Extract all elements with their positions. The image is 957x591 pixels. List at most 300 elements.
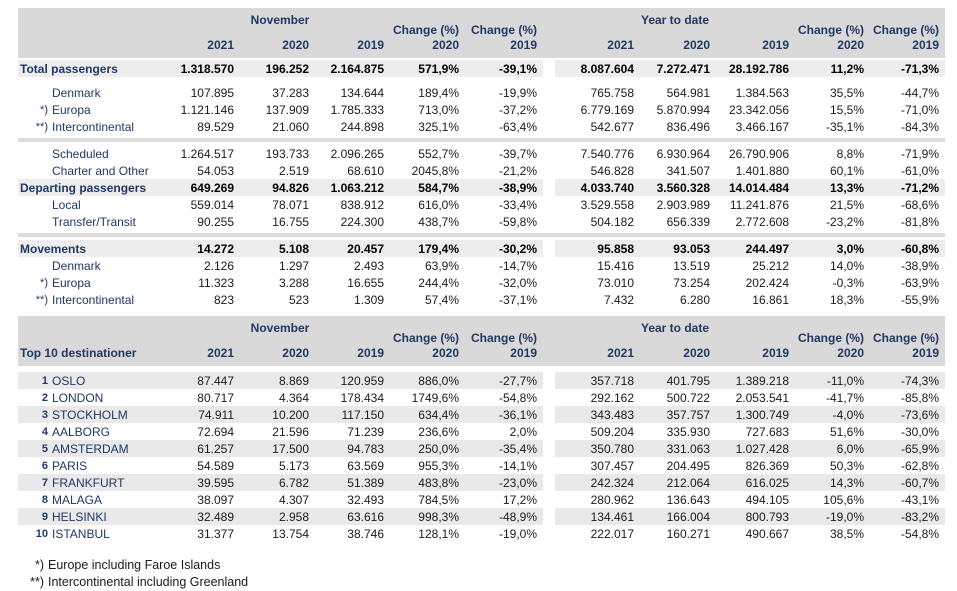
- destination-rank: 5: [41, 442, 48, 455]
- traffic-value-cell: -30,2%: [498, 241, 537, 256]
- traffic-value-cell: 25.212: [752, 258, 789, 273]
- destination-value-cell: 1749,6%: [411, 390, 459, 405]
- destination-value-cell: -4,0%: [832, 407, 864, 422]
- traffic-value-cell: -71,9%: [900, 146, 939, 161]
- traffic-value-cell: 11.323: [198, 275, 234, 290]
- destination-value-cell: 38.097: [197, 492, 234, 507]
- destination-value-cell: 357.718: [590, 373, 634, 388]
- traffic-value-cell: 3.288: [278, 275, 309, 290]
- row-label: Departing passengers: [20, 180, 147, 195]
- row-label: Scheduled: [52, 146, 109, 161]
- traffic-value-cell: -32,0%: [498, 275, 537, 290]
- traffic-value-cell: 15,5%: [829, 102, 864, 117]
- row-label: Movements: [20, 241, 87, 256]
- traffic-value-cell: 341.507: [666, 163, 710, 178]
- group-spacer: [543, 101, 555, 118]
- group-spacer: [543, 8, 555, 58]
- destination-value-cell: 494.105: [745, 492, 789, 507]
- destination-rank: 8: [41, 493, 48, 506]
- destination-value-cell: 212.064: [666, 475, 710, 490]
- traffic-value-cell: 94.826: [272, 180, 309, 195]
- destination-value-cell: 17,2%: [502, 492, 537, 507]
- column-header-change: [465, 316, 543, 366]
- destination-value-cell: 134.461: [590, 509, 634, 524]
- traffic-value-cell: -37,2%: [498, 102, 537, 117]
- destination-value-cell: -60,7%: [900, 475, 939, 490]
- group-spacer: [543, 240, 555, 257]
- column-header-year: 2021: [607, 38, 634, 52]
- footnote-marker: *): [40, 276, 48, 289]
- destination-rank: 7: [41, 476, 48, 489]
- column-header-change-line2: 2020: [432, 38, 459, 52]
- traffic-value-cell: 90.255: [197, 214, 234, 229]
- traffic-value-cell: -35,1%: [825, 119, 864, 134]
- column-header-year: 2019: [357, 38, 384, 52]
- destination-value-cell: 784,5%: [418, 492, 459, 507]
- traffic-value-cell: -71,0%: [900, 102, 939, 117]
- footnote: [18, 573, 957, 590]
- traffic-value-cell: 95.858: [597, 241, 634, 256]
- footnote-text: Europe including Faroe Islands: [48, 557, 221, 572]
- traffic-value-cell: 68.610: [347, 163, 384, 178]
- group-spacer: [543, 196, 555, 213]
- destination-value-cell: 490.667: [745, 526, 789, 541]
- traffic-value-cell: -63,4%: [498, 119, 537, 134]
- destination-value-cell: 1.300.749: [735, 407, 789, 422]
- top10-destinations-table: [18, 316, 945, 542]
- traffic-value-cell: 616,0%: [418, 197, 459, 212]
- destination-value-cell: 13.754: [272, 526, 309, 541]
- row-label: Transfer/Transit: [52, 214, 136, 229]
- destination-value-cell: 2.958: [278, 509, 309, 524]
- traffic-value-cell: 823: [213, 292, 234, 307]
- destination-value-cell: 2.053.541: [735, 390, 789, 405]
- destination-value-cell: 8.869: [278, 373, 309, 388]
- destination-value-cell: -62,8%: [900, 458, 939, 473]
- traffic-value-cell: 107.895: [190, 85, 234, 100]
- traffic-value-cell: 73.254: [673, 275, 710, 290]
- destination-value-cell: -19,0%: [498, 526, 537, 541]
- destination-value-cell: 31.377: [197, 526, 234, 541]
- traffic-value-cell: 54.053: [197, 163, 234, 178]
- traffic-value-cell: 5.108: [278, 241, 309, 256]
- destination-value-cell: -73,6%: [900, 407, 939, 422]
- destination-value-cell: 331.063: [666, 441, 710, 456]
- column-header-change-line1: Change (%): [798, 23, 864, 37]
- traffic-value-cell: 89.529: [197, 119, 234, 134]
- column-header-change-line1: Change (%): [471, 23, 537, 37]
- traffic-value-cell: 20.457: [347, 241, 384, 256]
- traffic-value-cell: 3,0%: [836, 241, 864, 256]
- table-row: [18, 274, 945, 291]
- column-header-change: [870, 316, 945, 366]
- group-spacer: [543, 213, 555, 230]
- column-header-change: [870, 8, 945, 58]
- table-row: [18, 101, 945, 118]
- column-header-change-line1: Change (%): [798, 331, 864, 345]
- destination-value-cell: 236,6%: [418, 424, 459, 439]
- traffic-value-cell: 2.164.875: [330, 61, 384, 76]
- destination-value-cell: 160.271: [666, 526, 710, 541]
- column-header-change: [390, 8, 465, 58]
- column-header-year: 2021: [207, 38, 234, 52]
- destination-row: [18, 457, 945, 474]
- traffic-value-cell: -61,0%: [900, 163, 939, 178]
- table-title: [18, 8, 170, 58]
- destination-row: [18, 491, 945, 508]
- destination-value-cell: 87.447: [197, 373, 234, 388]
- traffic-value-cell: 16.655: [347, 275, 384, 290]
- traffic-value-cell: 2.519: [278, 163, 309, 178]
- traffic-value-cell: 1.264.517: [180, 146, 234, 161]
- group-spacer: [543, 60, 555, 77]
- group-spacer: [543, 491, 555, 508]
- destination-value-cell: 72.694: [197, 424, 234, 439]
- row-label: Europa: [52, 275, 91, 290]
- traffic-value-cell: 21,5%: [829, 197, 864, 212]
- traffic-value-cell: 244,4%: [418, 275, 459, 290]
- destination-label: FRANKFURT: [52, 475, 125, 490]
- row-label: Denmark: [52, 258, 101, 273]
- traffic-value-cell: 4.033.740: [580, 180, 634, 195]
- destination-row: [18, 406, 945, 423]
- traffic-value-cell: 18,3%: [829, 292, 864, 307]
- traffic-value-cell: 93.053: [673, 241, 710, 256]
- destination-value-cell: 17.500: [272, 441, 309, 456]
- destination-value-cell: -54,8%: [498, 390, 537, 405]
- destination-value-cell: 14,3%: [829, 475, 864, 490]
- destination-value-cell: -85,8%: [900, 390, 939, 405]
- traffic-value-cell: 552,7%: [418, 146, 459, 161]
- destination-row: [18, 423, 945, 440]
- column-header-year: 2020: [683, 346, 710, 360]
- row-label: Intercontinental: [52, 292, 135, 307]
- destination-row: [18, 508, 945, 525]
- traffic-value-cell: 26.790.906: [728, 146, 789, 161]
- footnote: [18, 556, 957, 573]
- destination-value-cell: 117.150: [341, 407, 384, 422]
- traffic-value-cell: 11.241.876: [729, 197, 789, 212]
- traffic-value-cell: 838.912: [340, 197, 384, 212]
- traffic-value-cell: 14.272: [197, 241, 234, 256]
- table-row: [18, 118, 945, 135]
- destination-row: [18, 440, 945, 457]
- destination-value-cell: 509.204: [590, 424, 634, 439]
- traffic-value-cell: 193.733: [265, 146, 309, 161]
- traffic-value-cell: 504.182: [590, 214, 634, 229]
- destination-value-cell: -83,2%: [900, 509, 939, 524]
- traffic-value-cell: -39,7%: [498, 146, 537, 161]
- group-spacer: [543, 423, 555, 440]
- column-header-year: 2019: [762, 346, 789, 360]
- column-header-change-line2: 2020: [432, 346, 459, 360]
- traffic-value-cell: -14,7%: [498, 258, 537, 273]
- row-label: Intercontinental: [52, 119, 135, 134]
- traffic-value-cell: 3.560.328: [656, 180, 710, 195]
- traffic-value-cell: 244.497: [745, 241, 789, 256]
- traffic-value-cell: 37.283: [272, 85, 309, 100]
- column-header-year: 2019: [357, 346, 384, 360]
- destination-value-cell: 120.959: [340, 373, 384, 388]
- column-header-change: [390, 316, 465, 366]
- traffic-value-cell: 23.342.056: [728, 102, 789, 117]
- traffic-value-cell: 11,2%: [830, 61, 864, 76]
- traffic-value-cell: 3.466.167: [735, 119, 789, 134]
- destination-label: ISTANBUL: [52, 526, 110, 541]
- destination-value-cell: -23,0%: [498, 475, 537, 490]
- group-spacer: [543, 525, 555, 542]
- destination-value-cell: 136.643: [666, 492, 710, 507]
- column-header-change: [465, 8, 543, 58]
- traffic-value-cell: 2.126: [203, 258, 234, 273]
- group-header-year-to-date: Year to date: [640, 13, 710, 27]
- traffic-value-cell: 1.384.563: [735, 85, 789, 100]
- destination-row: [18, 474, 945, 491]
- traffic-value-cell: 35,5%: [829, 85, 864, 100]
- traffic-value-cell: 15.416: [597, 258, 634, 273]
- destination-label: PARIS: [52, 458, 88, 473]
- traffic-value-cell: 7.432: [603, 292, 634, 307]
- traffic-value-cell: -60,8%: [900, 241, 939, 256]
- destination-value-cell: 998,3%: [418, 509, 459, 524]
- traffic-value-cell: -71,3%: [900, 61, 939, 76]
- table-row: [18, 240, 945, 257]
- group-spacer: [543, 457, 555, 474]
- destination-value-cell: -43,1%: [900, 492, 939, 507]
- destination-value-cell: 343.483: [590, 407, 634, 422]
- destination-value-cell: 955,3%: [418, 458, 459, 473]
- destination-label: LONDON: [52, 390, 104, 405]
- destination-value-cell: 350.780: [590, 441, 634, 456]
- row-label: Total passengers: [20, 61, 118, 76]
- traffic-value-cell: 559.014: [190, 197, 234, 212]
- destination-value-cell: 242.324: [590, 475, 634, 490]
- traffic-value-cell: 14,0%: [829, 258, 864, 273]
- traffic-value-cell: 3.529.558: [580, 197, 634, 212]
- destination-value-cell: 128,1%: [418, 526, 459, 541]
- column-header-year: 2020: [683, 38, 710, 52]
- destination-value-cell: -30,0%: [900, 424, 939, 439]
- traffic-value-cell: 224.300: [340, 214, 384, 229]
- destination-value-cell: -27,7%: [498, 373, 537, 388]
- destination-value-cell: 483,8%: [418, 475, 459, 490]
- destination-value-cell: 307.457: [590, 458, 634, 473]
- traffic-value-cell: -38,9%: [498, 180, 537, 195]
- traffic-value-cell: 16.755: [272, 214, 309, 229]
- destination-value-cell: 292.162: [590, 390, 634, 405]
- destination-value-cell: 634,4%: [418, 407, 459, 422]
- traffic-value-cell: -39,1%: [498, 61, 537, 76]
- destination-value-cell: 222.017: [590, 526, 634, 541]
- traffic-value-cell: 6.280: [679, 292, 710, 307]
- group-spacer: [543, 291, 555, 308]
- column-header-change-line1: Change (%): [393, 331, 459, 345]
- destination-value-cell: 280.962: [590, 492, 634, 507]
- column-header-year: 2021: [207, 346, 234, 360]
- footnote-marker: **): [35, 293, 48, 306]
- traffic-value-cell: 571,9%: [418, 61, 459, 76]
- table-row: [18, 196, 945, 213]
- traffic-value-cell: 1.309: [353, 292, 384, 307]
- traffic-value-cell: -21,2%: [498, 163, 537, 178]
- destination-rank: 3: [41, 408, 48, 421]
- traffic-value-cell: 1.121.146: [180, 102, 234, 117]
- traffic-value-cell: 21.060: [272, 119, 309, 134]
- destination-value-cell: 886,0%: [418, 373, 459, 388]
- group-spacer: [543, 84, 555, 101]
- column-header-change-line2: 2020: [837, 38, 864, 52]
- footnote-text: Intercontinental including Greenland: [48, 574, 249, 589]
- traffic-value-cell: 546.828: [590, 163, 634, 178]
- destination-value-cell: -41,7%: [825, 390, 864, 405]
- destination-value-cell: 5.173: [278, 458, 309, 473]
- destination-value-cell: -19,0%: [825, 509, 864, 524]
- traffic-value-cell: 5.870.994: [656, 102, 710, 117]
- traffic-value-cell: -59,8%: [498, 214, 537, 229]
- traffic-value-cell: 1.297: [278, 258, 309, 273]
- destination-value-cell: 800.793: [745, 509, 789, 524]
- footnote-marker: *): [40, 103, 48, 116]
- destination-label: HELSINKI: [52, 509, 107, 524]
- traffic-value-cell: -33,4%: [498, 197, 537, 212]
- traffic-value-cell: 584,7%: [418, 180, 459, 195]
- section-separator: [18, 233, 945, 237]
- destination-value-cell: 6,0%: [836, 441, 864, 456]
- traffic-value-cell: 202.424: [745, 275, 789, 290]
- table-title: Top 10 destinationer: [20, 346, 137, 360]
- row-gap: [18, 77, 945, 84]
- traffic-value-cell: -0,3%: [832, 275, 864, 290]
- destination-value-cell: 4.364: [278, 390, 309, 405]
- destination-value-cell: 94.783: [347, 441, 384, 456]
- destination-rank: 9: [41, 510, 48, 523]
- column-header-change-line2: 2019: [912, 346, 939, 360]
- table-row: [18, 84, 945, 101]
- traffic-value-cell: 137.909: [265, 102, 309, 117]
- table-row: [18, 179, 945, 196]
- traffic-value-cell: 1.063.212: [330, 180, 384, 195]
- destination-value-cell: 39.595: [197, 475, 234, 490]
- traffic-value-cell: 325,1%: [418, 119, 459, 134]
- traffic-value-cell: 73.010: [597, 275, 634, 290]
- group-spacer: [543, 145, 555, 162]
- destination-value-cell: 54.589: [197, 458, 234, 473]
- traffic-value-cell: 523: [288, 292, 309, 307]
- destination-value-cell: 616.025: [745, 475, 789, 490]
- traffic-value-cell: 2045,8%: [411, 163, 459, 178]
- traffic-value-cell: 14.014.484: [728, 180, 789, 195]
- traffic-value-cell: -63,9%: [900, 275, 939, 290]
- traffic-value-cell: 6.779.169: [580, 102, 634, 117]
- group-header-november: November: [250, 321, 310, 335]
- footnote-marker: **): [30, 574, 44, 589]
- traffic-value-cell: 7.540.776: [580, 146, 634, 161]
- row-label: Charter and Other: [52, 163, 149, 178]
- group-spacer: [543, 508, 555, 525]
- destination-value-cell: 204.495: [666, 458, 710, 473]
- destination-value-cell: 500.722: [666, 390, 710, 405]
- destination-value-cell: 71.239: [347, 424, 384, 439]
- destination-label: MALAGA: [52, 492, 103, 507]
- destination-label: OSLO: [52, 373, 86, 388]
- destination-label: STOCKHOLM: [52, 407, 128, 422]
- destination-value-cell: 1.389.218: [735, 373, 789, 388]
- traffic-value-cell: 713,0%: [418, 102, 459, 117]
- destination-value-cell: 50,3%: [829, 458, 864, 473]
- table-row: [18, 257, 945, 274]
- traffic-table-header: [18, 8, 945, 58]
- column-header-change-line2: 2020: [837, 346, 864, 360]
- group-header-year-to-date: Year to date: [640, 321, 710, 335]
- group-spacer: [543, 406, 555, 423]
- destination-value-cell: 4.307: [278, 492, 309, 507]
- destination-value-cell: -65,9%: [900, 441, 939, 456]
- destination-value-cell: -11,0%: [826, 373, 864, 388]
- traffic-value-cell: 134.644: [340, 85, 384, 100]
- destination-label: AALBORG: [52, 424, 111, 439]
- group-spacer: [543, 389, 555, 406]
- destination-value-cell: 727.683: [745, 424, 789, 439]
- traffic-value-cell: 7.272.471: [656, 61, 710, 76]
- destination-value-cell: -48,9%: [498, 509, 537, 524]
- traffic-value-cell: 179,4%: [418, 241, 459, 256]
- destination-value-cell: 63.616: [347, 509, 384, 524]
- traffic-value-cell: 1.785.333: [330, 102, 384, 117]
- destination-value-cell: 105,6%: [823, 492, 864, 507]
- traffic-value-cell: 2.096.265: [330, 146, 384, 161]
- destination-value-cell: -14,1%: [498, 458, 537, 473]
- traffic-value-cell: -44,7%: [900, 85, 939, 100]
- traffic-value-cell: 2.493: [353, 258, 384, 273]
- destination-value-cell: 51,6%: [829, 424, 864, 439]
- traffic-value-cell: 13.519: [673, 258, 710, 273]
- traffic-value-cell: -71,2%: [900, 180, 939, 195]
- column-header-change: [795, 8, 870, 58]
- group-spacer: [543, 316, 555, 366]
- destination-value-cell: 74.911: [198, 407, 234, 422]
- destination-value-cell: 32.493: [347, 492, 384, 507]
- column-header-year: 2021: [607, 346, 634, 360]
- destination-value-cell: 21.596: [272, 424, 309, 439]
- column-header-change-line1: Change (%): [471, 331, 537, 345]
- traffic-value-cell: -84,3%: [900, 119, 939, 134]
- table-row: [18, 60, 945, 77]
- destination-value-cell: 1.027.428: [735, 441, 789, 456]
- destination-value-cell: 250,0%: [418, 441, 459, 456]
- top10-table-header: [18, 316, 945, 366]
- destination-label: AMSTERDAM: [52, 441, 129, 456]
- column-header-change-line2: 2019: [510, 38, 537, 52]
- destination-value-cell: 61.257: [197, 441, 234, 456]
- destination-rank: 6: [41, 459, 48, 472]
- destination-rank: 4: [41, 425, 48, 438]
- destination-value-cell: -36,1%: [498, 407, 537, 422]
- group-spacer: [543, 257, 555, 274]
- traffic-value-cell: 836.496: [666, 119, 710, 134]
- row-label: Europa: [52, 102, 91, 117]
- destination-value-cell: 51.389: [347, 475, 384, 490]
- destination-value-cell: 826.369: [745, 458, 789, 473]
- traffic-value-cell: 189,4%: [418, 85, 459, 100]
- traffic-value-cell: -68,6%: [900, 197, 939, 212]
- destination-value-cell: 335.930: [666, 424, 710, 439]
- traffic-value-cell: 6.930.964: [656, 146, 710, 161]
- table-row: [18, 291, 945, 308]
- destination-value-cell: 63.569: [347, 458, 384, 473]
- traffic-value-cell: 8,8%: [836, 146, 864, 161]
- section-separator: [18, 138, 945, 142]
- top10-table-body: [18, 372, 945, 542]
